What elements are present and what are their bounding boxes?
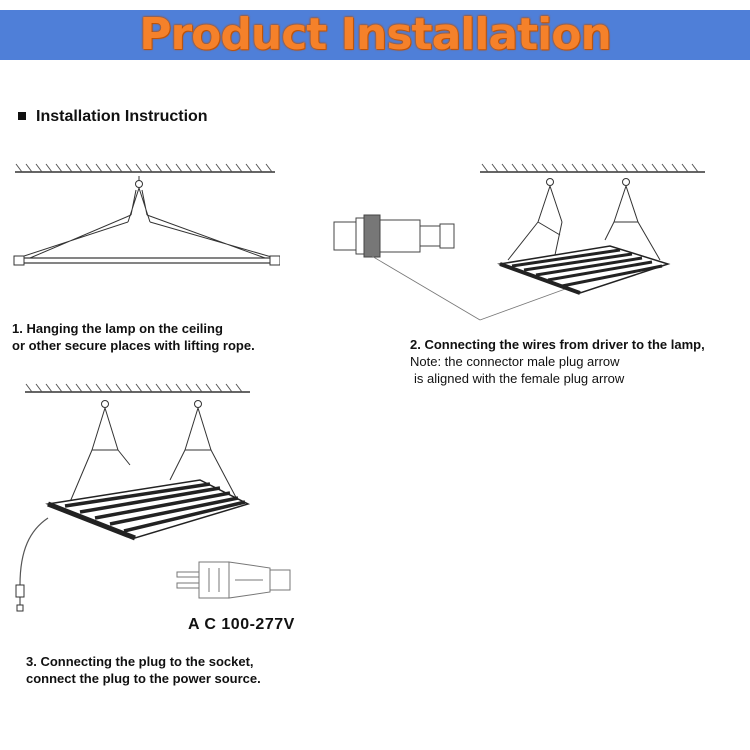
- step1-illustration: [10, 160, 280, 275]
- ac-plug-icon: [175, 550, 300, 610]
- step3-line1: 3. Connecting the plug to the socket,: [26, 654, 254, 669]
- step1-line1: 1. Hanging the lamp on the ceiling: [12, 321, 223, 336]
- step3-line2: connect the plug to the power source.: [26, 671, 261, 686]
- step1-line2: or other secure places with lifting rope.: [12, 338, 255, 353]
- step2-note1: Note: the connector male plug arrow: [410, 354, 620, 369]
- step2-illustration: [330, 160, 730, 325]
- voltage-label: A C 100-277V: [188, 616, 295, 633]
- header-banner: [0, 10, 750, 60]
- step1-caption: [12, 320, 255, 354]
- square-bullet-icon: [18, 112, 26, 120]
- step2-caption: [410, 336, 705, 387]
- step2-note2: is aligned with the female plug arrow: [414, 371, 625, 386]
- page-title: Product Installation: [139, 9, 611, 60]
- connector-plug-icon: [334, 215, 454, 257]
- section-title: Installation Instruction: [36, 108, 208, 125]
- step3-caption: [26, 653, 261, 687]
- section-heading: [18, 108, 208, 126]
- step2-line1: 2. Connecting the wires from driver to the lamp,: [410, 337, 705, 352]
